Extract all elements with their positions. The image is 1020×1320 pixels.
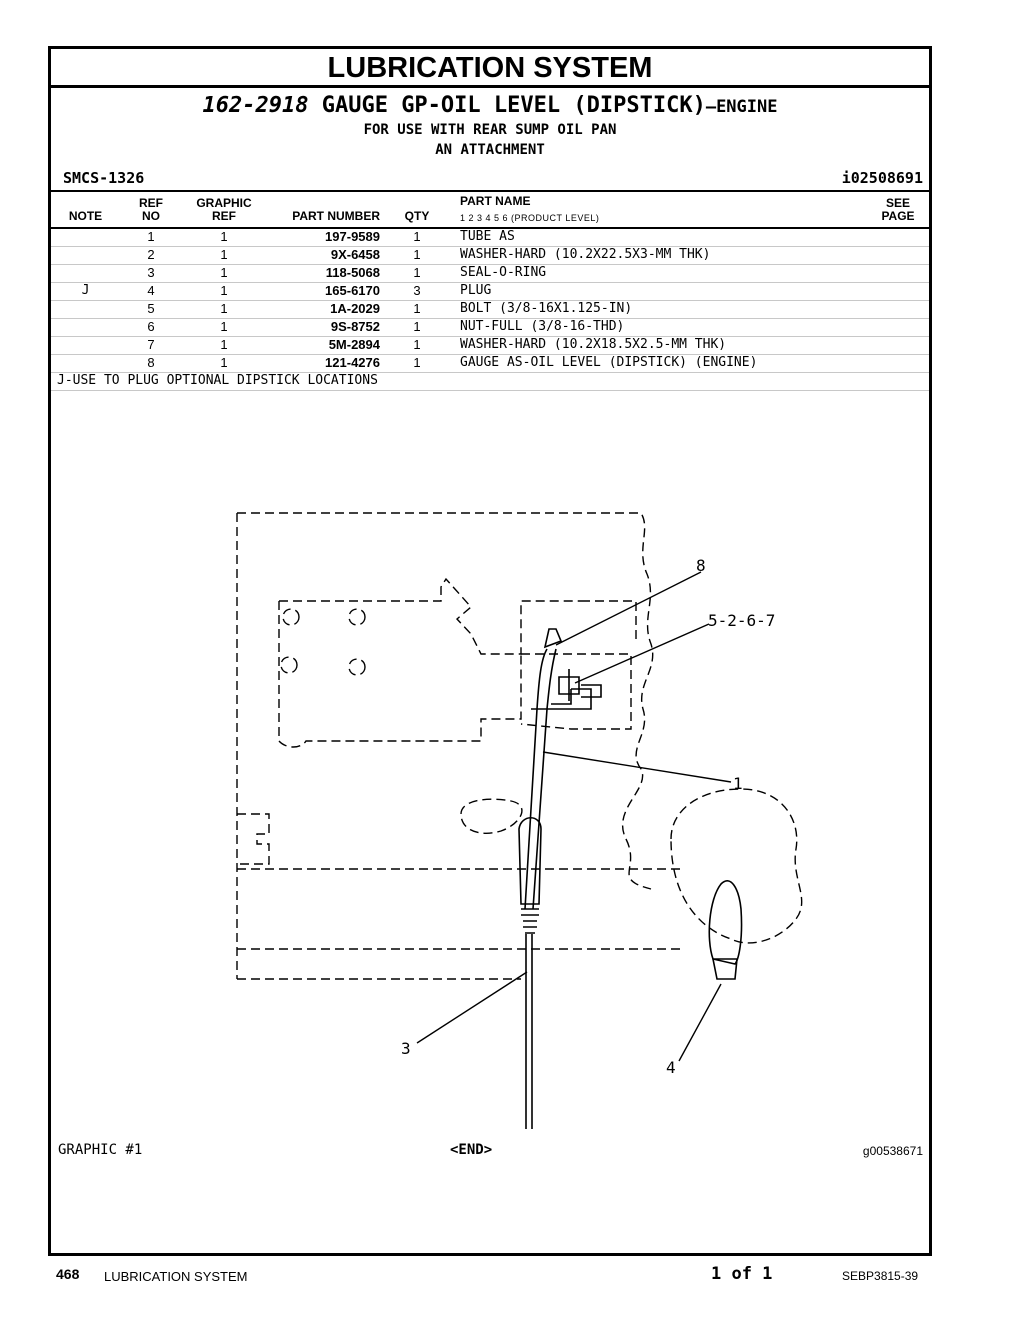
section-title: LUBRICATION SYSTEM bbox=[51, 49, 929, 88]
table-note: J-USE TO PLUG OPTIONAL DIPSTICK LOCATIONS bbox=[57, 373, 378, 388]
group-name: GAUGE GP-OIL LEVEL (DIPSTICK) bbox=[321, 93, 706, 118]
cell-part-name: GAUGE AS-OIL LEVEL (DIPSTICK) (ENGINE) bbox=[460, 355, 758, 370]
cell-part-name: WASHER-HARD (10.2X22.5X3-MM THK) bbox=[460, 247, 711, 262]
heading-line-2: FOR USE WITH REAR SUMP OIL PAN bbox=[363, 122, 617, 138]
cell-graphic: 1 bbox=[220, 265, 228, 280]
table-row bbox=[51, 318, 929, 337]
cell-graphic: 1 bbox=[220, 355, 228, 370]
table-note-row bbox=[51, 372, 929, 391]
table-row bbox=[51, 228, 929, 247]
cell-part-name: TUBE AS bbox=[460, 229, 515, 244]
col-see-1: SEE bbox=[885, 196, 910, 210]
cell-ref: 5 bbox=[147, 301, 155, 316]
cell-qty: 1 bbox=[413, 229, 421, 244]
col-ref-2: NO bbox=[142, 209, 160, 223]
cell-graphic: 1 bbox=[220, 247, 228, 262]
callout-3: 3 bbox=[401, 1039, 411, 1058]
col-graphic-1: GRAPHIC bbox=[196, 196, 252, 210]
cell-qty: 1 bbox=[413, 319, 421, 334]
callout-5-2-6-7: 5-2-6-7 bbox=[708, 611, 776, 630]
cell-graphic: 1 bbox=[220, 283, 228, 298]
table-row bbox=[51, 282, 929, 301]
group-heading bbox=[51, 93, 929, 118]
cell-qty: 1 bbox=[413, 247, 421, 262]
cell-part-number: 1A-2029 bbox=[330, 301, 380, 316]
parts-illustration bbox=[51, 479, 929, 1129]
cell-ref: 4 bbox=[147, 283, 155, 298]
table-row bbox=[51, 246, 929, 265]
info-id: i02508691 bbox=[841, 169, 923, 187]
footer-page-of: 1 of 1 bbox=[711, 1264, 773, 1284]
cell-part-name: NUT-FULL (3/8-16-THD) bbox=[460, 319, 625, 334]
group-suffix: –ENGINE bbox=[705, 97, 778, 117]
cell-qty: 1 bbox=[413, 355, 421, 370]
cell-part-name: BOLT (3/8-16X1.125-IN) bbox=[460, 301, 633, 316]
cell-part-number: 9X-6458 bbox=[330, 247, 380, 262]
heading-line-3: AN ATTACHMENT bbox=[435, 142, 545, 158]
cell-part-number: 197-9589 bbox=[325, 229, 380, 244]
graphic-id: g00538671 bbox=[862, 1144, 923, 1158]
callout-4: 4 bbox=[666, 1058, 676, 1077]
cell-ref: 2 bbox=[147, 247, 155, 262]
cell-part-name: PLUG bbox=[460, 283, 492, 298]
table-row bbox=[51, 300, 929, 319]
cell-qty: 1 bbox=[413, 301, 421, 316]
cell-part-name: SEAL-O-RING bbox=[460, 265, 547, 280]
footer-page-number: 468 bbox=[56, 1266, 80, 1282]
cell-ref: 8 bbox=[147, 355, 155, 370]
cell-note: J bbox=[81, 283, 90, 298]
cell-part-name: WASHER-HARD (10.2X18.5X2.5-MM THK) bbox=[460, 337, 727, 352]
cell-graphic: 1 bbox=[220, 319, 228, 334]
cell-ref: 1 bbox=[147, 229, 155, 244]
col-qty: QTY bbox=[404, 209, 430, 223]
footer-doc-id: SEBP3815-39 bbox=[842, 1269, 919, 1283]
cell-graphic: 1 bbox=[220, 337, 228, 352]
cell-part-number: 121-4276 bbox=[325, 355, 380, 370]
cell-ref: 7 bbox=[147, 337, 155, 352]
table-row bbox=[51, 336, 929, 355]
col-see-2: PAGE bbox=[881, 209, 915, 223]
cell-graphic: 1 bbox=[220, 301, 228, 316]
end-marker: <END> bbox=[450, 1142, 493, 1158]
cell-ref: 3 bbox=[147, 265, 155, 280]
cell-ref: 6 bbox=[147, 319, 155, 334]
smcs-code: SMCS-1326 bbox=[63, 169, 145, 187]
callout-8: 8 bbox=[696, 556, 706, 575]
col-product-level: 1 2 3 4 5 6 (PRODUCT LEVEL) bbox=[460, 213, 600, 223]
page-frame bbox=[48, 46, 932, 1256]
cell-part-number: 118-5068 bbox=[325, 265, 380, 280]
table-row bbox=[51, 264, 929, 283]
footer-section: LUBRICATION SYSTEM bbox=[104, 1269, 248, 1284]
col-part-name: PART NAME bbox=[460, 194, 531, 208]
col-ref-1: REF bbox=[139, 196, 163, 210]
table-row bbox=[51, 354, 929, 373]
callout-1: 1 bbox=[733, 774, 743, 793]
graphic-label: GRAPHIC #1 bbox=[58, 1142, 143, 1158]
cell-part-number: 9S-8752 bbox=[330, 319, 380, 334]
cell-qty: 3 bbox=[413, 283, 421, 298]
col-note: NOTE bbox=[68, 209, 103, 223]
table-top-rule bbox=[51, 190, 929, 192]
cell-part-number: 5M-2894 bbox=[328, 337, 380, 352]
cell-qty: 1 bbox=[413, 337, 421, 352]
col-part-number: PART NUMBER bbox=[292, 209, 380, 223]
cell-graphic: 1 bbox=[220, 229, 228, 244]
col-graphic-2: REF bbox=[212, 209, 236, 223]
group-part-number: 162-2918 bbox=[202, 93, 309, 118]
cell-qty: 1 bbox=[413, 265, 421, 280]
cell-part-number: 165-6170 bbox=[325, 283, 380, 298]
